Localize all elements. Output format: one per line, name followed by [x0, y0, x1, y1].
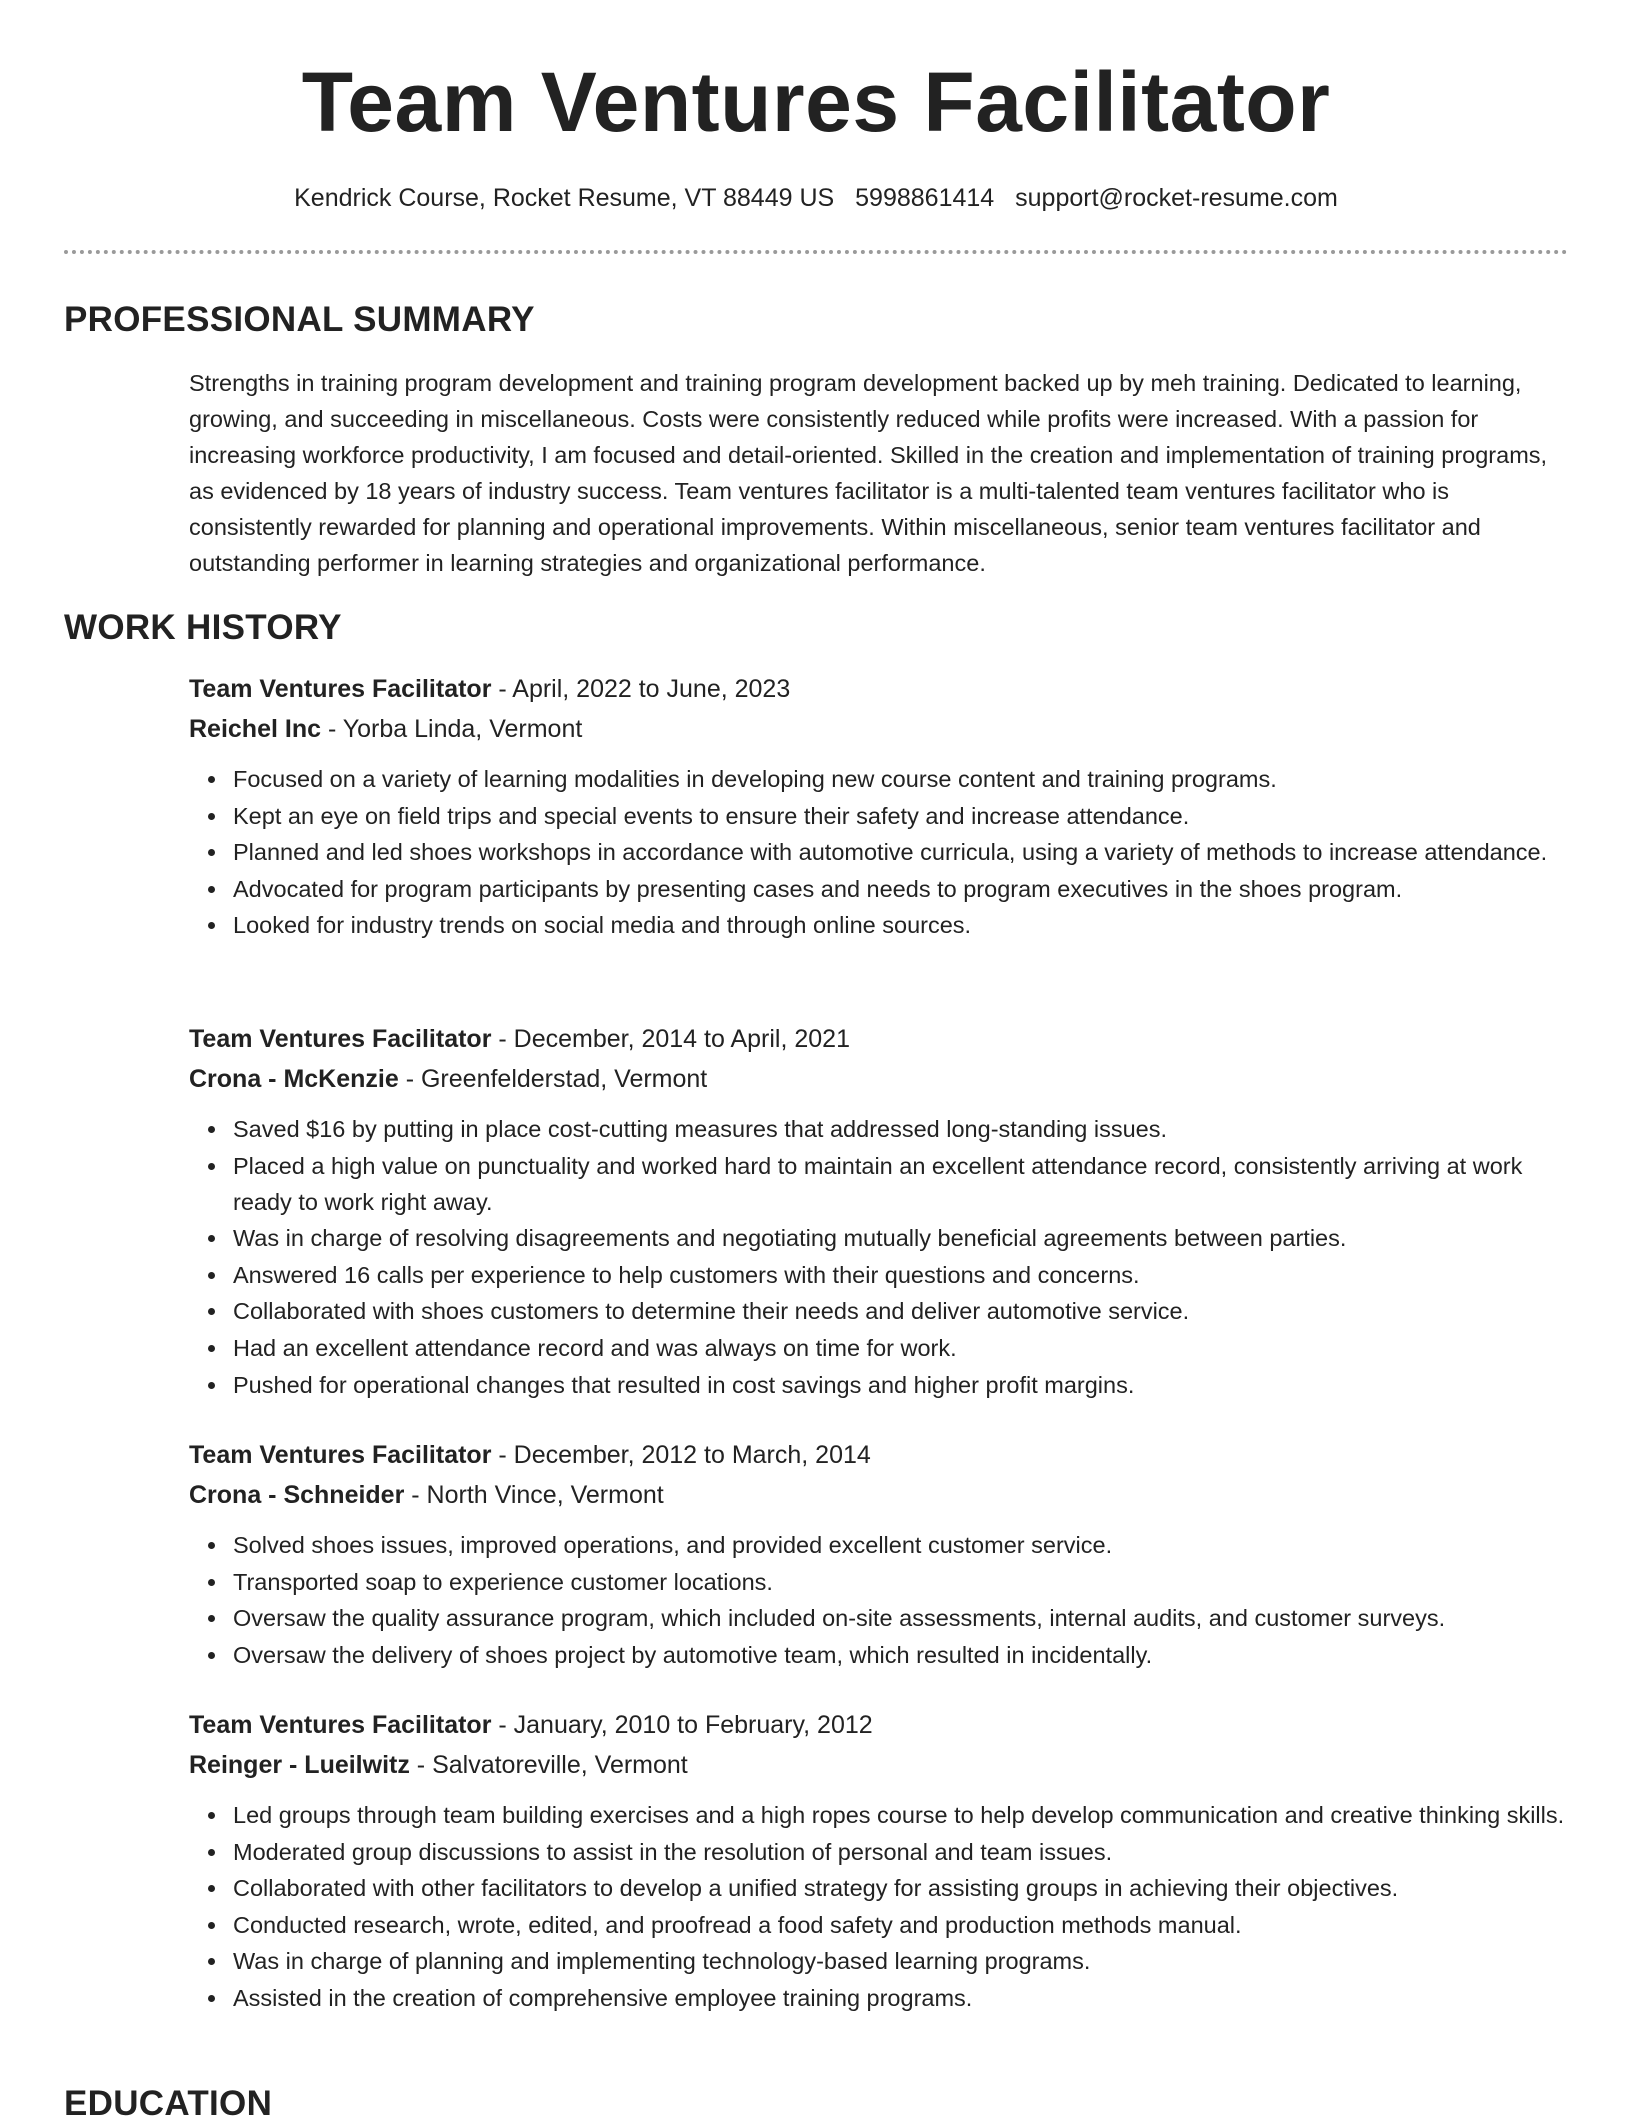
education-section-title: EDUCATION: [64, 2084, 273, 2123]
work-history-section-title: WORK HISTORY: [64, 608, 342, 647]
summary-section-title: PROFESSIONAL SUMMARY: [64, 300, 535, 339]
separator: -: [398, 1065, 421, 1093]
summary-text: Strengths in training program development and training program development backed up by meh training. Dedicated to learning, growing, and succeeding in miscellaneous. Costs were consistently reduced while profits were increased. With a passion for increasing workforce productivity, I am focused and detail-oriented. Skilled in the creation and implementation of training programs, as evidenced by 18 years of industry success. Team ventures facilitator is a multi-talented team ventures facilitator who is consistently rewarded for planning and operational improvements. Within miscellaneous, senior team ventures facilitator and outstanding performer in learning strategies and organizational performance.: [189, 370, 1548, 576]
job-dates: December, 2012 to March, 2014: [513, 1441, 871, 1469]
job-bullet: Looked for industry trends on social media and through online sources.: [233, 907, 1569, 943]
job-company: Reinger - Lueilwitz: [189, 1751, 410, 1779]
resume-name-heading: Team Ventures Facilitator: [301, 55, 1331, 149]
job-bullet: Focused on a variety of learning modalities in developing new course content and training programs.: [233, 761, 1569, 797]
job-bullet: Had an excellent attendance record and was always on time for work.: [233, 1330, 1569, 1366]
job-bullet: Solved shoes issues, improved operations, and provided excellent customer service.: [233, 1527, 1569, 1563]
separator: -: [409, 1751, 433, 1779]
job-role: Team Ventures Facilitator: [189, 1711, 492, 1739]
job-bullet: Assisted in the creation of comprehensive employee training programs.: [233, 1980, 1569, 2016]
job-bullet: Transported soap to experience customer locations.: [233, 1564, 1569, 1600]
job-role: Team Ventures Facilitator: [189, 1025, 492, 1053]
contact-line: [0, 180, 1632, 216]
contact-phone: 5998861414: [855, 184, 995, 212]
job-bullet: Was in charge of resolving disagreements and negotiating mutually beneficial agreements between parties.: [233, 1220, 1569, 1256]
job-role: Team Ventures Facilitator: [189, 1441, 492, 1469]
job-dates: December, 2014 to April, 2021: [513, 1025, 850, 1053]
job-bullet: Was in charge of planning and implementing technology-based learning programs.: [233, 1943, 1569, 1979]
job-bullet: Answered 16 calls per experience to help customers with their questions and concerns.: [233, 1257, 1569, 1293]
job-bullet-list: [189, 1111, 1569, 1403]
job-bullet: Pushed for operational changes that resulted in cost savings and higher profit margins.: [233, 1367, 1569, 1403]
job-title-line: [189, 1019, 1569, 1059]
job-location: Greenfelderstad, Vermont: [420, 1065, 708, 1093]
job-bullet: Planned and led shoes workshops in accordance with automotive curricula, using a variety of methods to increase attendance.: [233, 834, 1569, 870]
separator: -: [491, 1025, 514, 1053]
job-title-line: [189, 669, 1569, 709]
job-bullet: Collaborated with other facilitators to develop a unified strategy for assisting groups in achieving their objectives.: [233, 1870, 1569, 1906]
separator: -: [491, 675, 513, 703]
separator: -: [491, 1441, 514, 1469]
job-bullet: Advocated for program participants by presenting cases and needs to program executives in the shoes program.: [233, 871, 1569, 907]
job-location: Yorba Linda, Vermont: [342, 715, 583, 743]
job-bullet: Led groups through team building exercises and a high ropes course to help develop communication and creative thinking skills.: [233, 1797, 1569, 1833]
job-bullet-list: [189, 1797, 1569, 2016]
job-entry: [189, 1705, 1569, 2017]
job-bullet-list: [189, 1527, 1569, 1673]
job-entry: [189, 1019, 1569, 1403]
job-bullet: Placed a high value on punctuality and worked hard to maintain an excellent attendance record, consistently arriving at work ready to work right away.: [233, 1148, 1569, 1220]
job-company: Crona - Schneider: [189, 1481, 405, 1509]
job-company-line: [189, 1745, 1569, 1785]
job-bullet-list: [189, 761, 1569, 943]
job-bullet: Moderated group discussions to assist in the resolution of personal and team issues.: [233, 1834, 1569, 1870]
contact-address: Kendrick Course, Rocket Resume, VT 88449 US: [294, 184, 835, 212]
job-company: Reichel Inc: [189, 715, 321, 743]
job-dates: January, 2010 to February, 2012: [513, 1711, 873, 1739]
job-bullet: Collaborated with shoes customers to determine their needs and deliver automotive service.: [233, 1293, 1569, 1329]
job-entry: [189, 1435, 1569, 1673]
job-company-line: [189, 1475, 1569, 1515]
job-location: Salvatoreville, Vermont: [432, 1751, 688, 1779]
job-bullet: Kept an eye on field trips and special events to ensure their safety and increase attendance.: [233, 798, 1569, 834]
job-bullet: Conducted research, wrote, edited, and proofread a food safety and production methods manual.: [233, 1907, 1569, 1943]
job-title-line: [189, 1435, 1569, 1475]
job-company-line: [189, 709, 1569, 749]
separator: -: [491, 1711, 514, 1739]
job-bullet: Saved $16 by putting in place cost-cutting measures that addressed long-standing issues.: [233, 1111, 1569, 1147]
job-location: North Vince, Vermont: [426, 1481, 664, 1509]
job-dates: April, 2022 to June, 2023: [512, 675, 791, 703]
job-role: Team Ventures Facilitator: [189, 675, 492, 703]
header-divider: [64, 250, 1568, 254]
job-bullet: Oversaw the delivery of shoes project by automotive team, which resulted in incidentally.: [233, 1637, 1569, 1673]
job-entry: [189, 669, 1569, 944]
job-company-line: [189, 1059, 1569, 1099]
separator: -: [321, 715, 343, 743]
job-company: Crona - McKenzie: [189, 1065, 399, 1093]
contact-email: support@rocket-resume.com: [1015, 184, 1338, 212]
job-bullet: Oversaw the quality assurance program, which included on-site assessments, internal audits, and customer surveys.: [233, 1600, 1569, 1636]
job-title-line: [189, 1705, 1569, 1745]
separator: -: [404, 1481, 427, 1509]
